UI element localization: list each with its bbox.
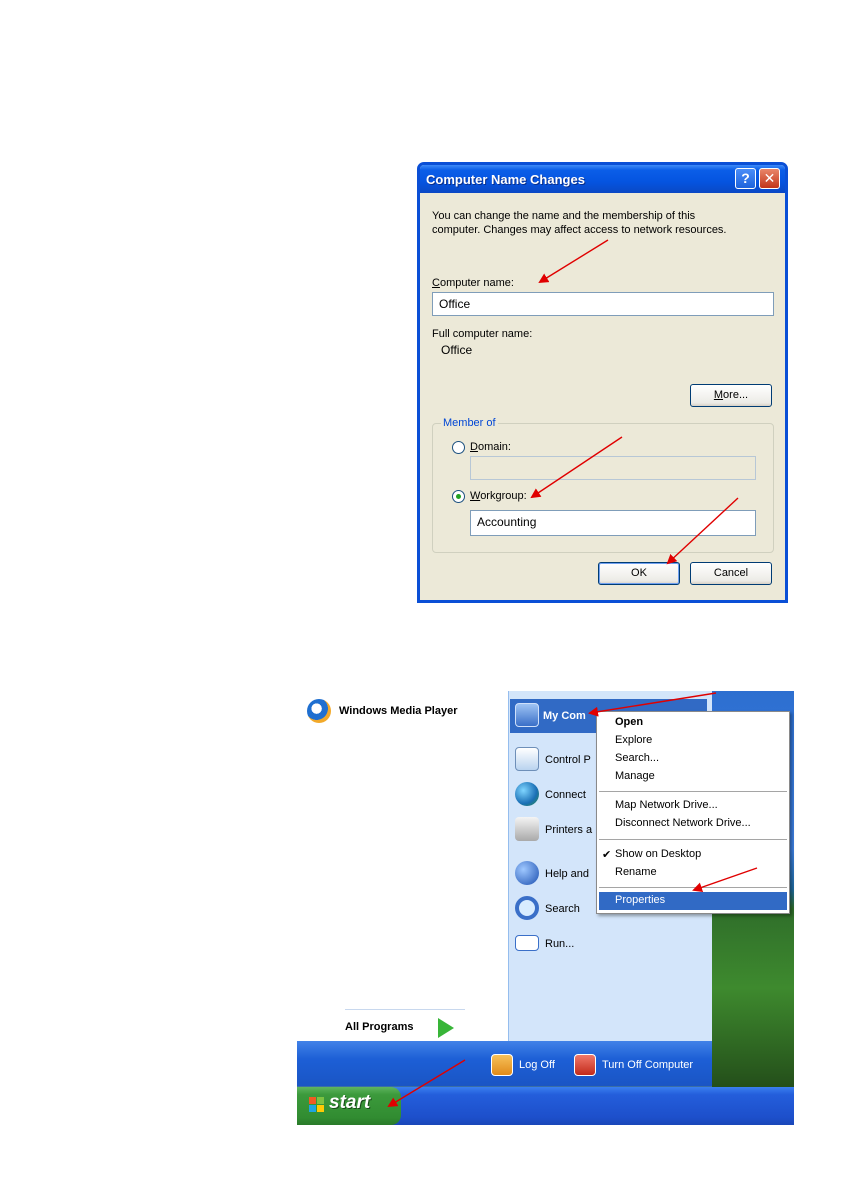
ctx-show-on-desktop[interactable]: Show on Desktop [615, 848, 702, 860]
connect-icon [515, 782, 539, 806]
search-label: Search [545, 903, 580, 915]
workgroup-input[interactable]: Accounting [470, 510, 756, 536]
help-label: Help and [545, 868, 590, 880]
connect-item[interactable] [513, 782, 593, 808]
control-panel-item[interactable] [513, 747, 593, 773]
start-menu-bottom-bar [297, 1041, 712, 1086]
printers-label: Printers a [545, 824, 593, 836]
ctx-search[interactable]: Search... [615, 752, 660, 764]
dialog-title: Computer Name Changes [426, 172, 585, 187]
checkmark-icon: ✔ [602, 849, 612, 861]
search-icon [515, 896, 539, 920]
intro-text-line2: computer. Changes may affect access to network resources. [432, 224, 727, 236]
full-computer-name-label: Full computer name: [432, 328, 533, 340]
printers-icon [515, 817, 539, 841]
cancel-button[interactable]: Cancel [690, 562, 772, 585]
domain-label-rest: omain: [477, 441, 511, 453]
ctx-separator-3 [599, 887, 787, 888]
all-programs-button[interactable] [345, 1017, 465, 1039]
workgroup-radio[interactable] [452, 490, 465, 503]
my-computer-item[interactable] [513, 703, 593, 729]
media-player-label: Windows Media Player [339, 705, 458, 717]
computer-name-label-rest: omputer name: [439, 277, 514, 289]
start-button[interactable] [297, 1087, 401, 1125]
computer-name-label [432, 277, 514, 289]
ctx-open[interactable]: Open [615, 716, 644, 728]
dialog-titlebar[interactable] [420, 165, 785, 193]
all-programs-arrow-icon [438, 1018, 454, 1038]
run-item[interactable] [513, 931, 593, 957]
log-off-icon[interactable] [491, 1054, 513, 1076]
my-computer-icon [515, 703, 539, 727]
computer-name-changes-dialog [417, 162, 788, 603]
ctx-separator-1 [599, 791, 787, 792]
my-computer-label: My Com [543, 710, 586, 722]
control-panel-label: Control P [545, 754, 591, 766]
more-button[interactable] [690, 384, 772, 407]
connect-label: Connect [545, 789, 586, 801]
ctx-disconnect-network-drive[interactable]: Disconnect Network Drive... [615, 817, 751, 829]
ctx-map-network-drive[interactable]: Map Network Drive... [615, 799, 718, 811]
intro-text-line1: You can change the name and the membership of this [432, 210, 696, 222]
ctx-explore[interactable]: Explore [615, 734, 653, 746]
media-player-icon [307, 699, 331, 723]
turn-off-label[interactable]: Turn Off Computer [602, 1059, 694, 1071]
log-off-label[interactable]: Log Off [519, 1059, 555, 1071]
domain-label [470, 441, 511, 453]
all-programs-divider [345, 1009, 465, 1010]
my-computer-context-menu [596, 711, 790, 914]
computer-name-label-key: C [432, 277, 440, 289]
start-label: start [329, 1092, 371, 1113]
domain-label-key: D [470, 441, 478, 453]
start-menu-left-pane [297, 691, 508, 1041]
control-panel-icon [515, 747, 539, 771]
help-icon [515, 861, 539, 885]
ctx-properties[interactable]: Properties [615, 894, 666, 906]
run-label: Run... [545, 938, 575, 950]
full-computer-name-value: Office [441, 343, 473, 357]
domain-radio[interactable] [452, 441, 465, 454]
close-button[interactable]: ✕ [759, 168, 780, 189]
computer-name-input[interactable]: Office [432, 292, 774, 316]
run-icon [515, 935, 539, 951]
pinned-media-player[interactable] [305, 695, 505, 729]
ok-button[interactable]: OK [598, 562, 680, 585]
windows-logo-icon [309, 1097, 325, 1113]
domain-input[interactable] [470, 456, 756, 480]
workgroup-label-key: W [470, 490, 481, 502]
ctx-rename[interactable]: Rename [615, 866, 657, 878]
search-item[interactable] [513, 896, 593, 922]
ctx-manage[interactable]: Manage [615, 770, 655, 782]
ctx-separator-2 [599, 839, 787, 840]
help-item[interactable] [513, 861, 593, 887]
all-programs-label: All Programs [345, 1021, 414, 1033]
printers-item[interactable] [513, 817, 593, 843]
turn-off-icon[interactable] [574, 1054, 596, 1076]
member-of-label: Member of [443, 417, 496, 429]
more-button-key: M [713, 389, 724, 401]
workgroup-label-rest: orkgroup: [480, 490, 527, 502]
more-button-rest: ore... [723, 389, 749, 401]
workgroup-label [470, 490, 527, 502]
help-button[interactable]: ? [735, 168, 756, 189]
